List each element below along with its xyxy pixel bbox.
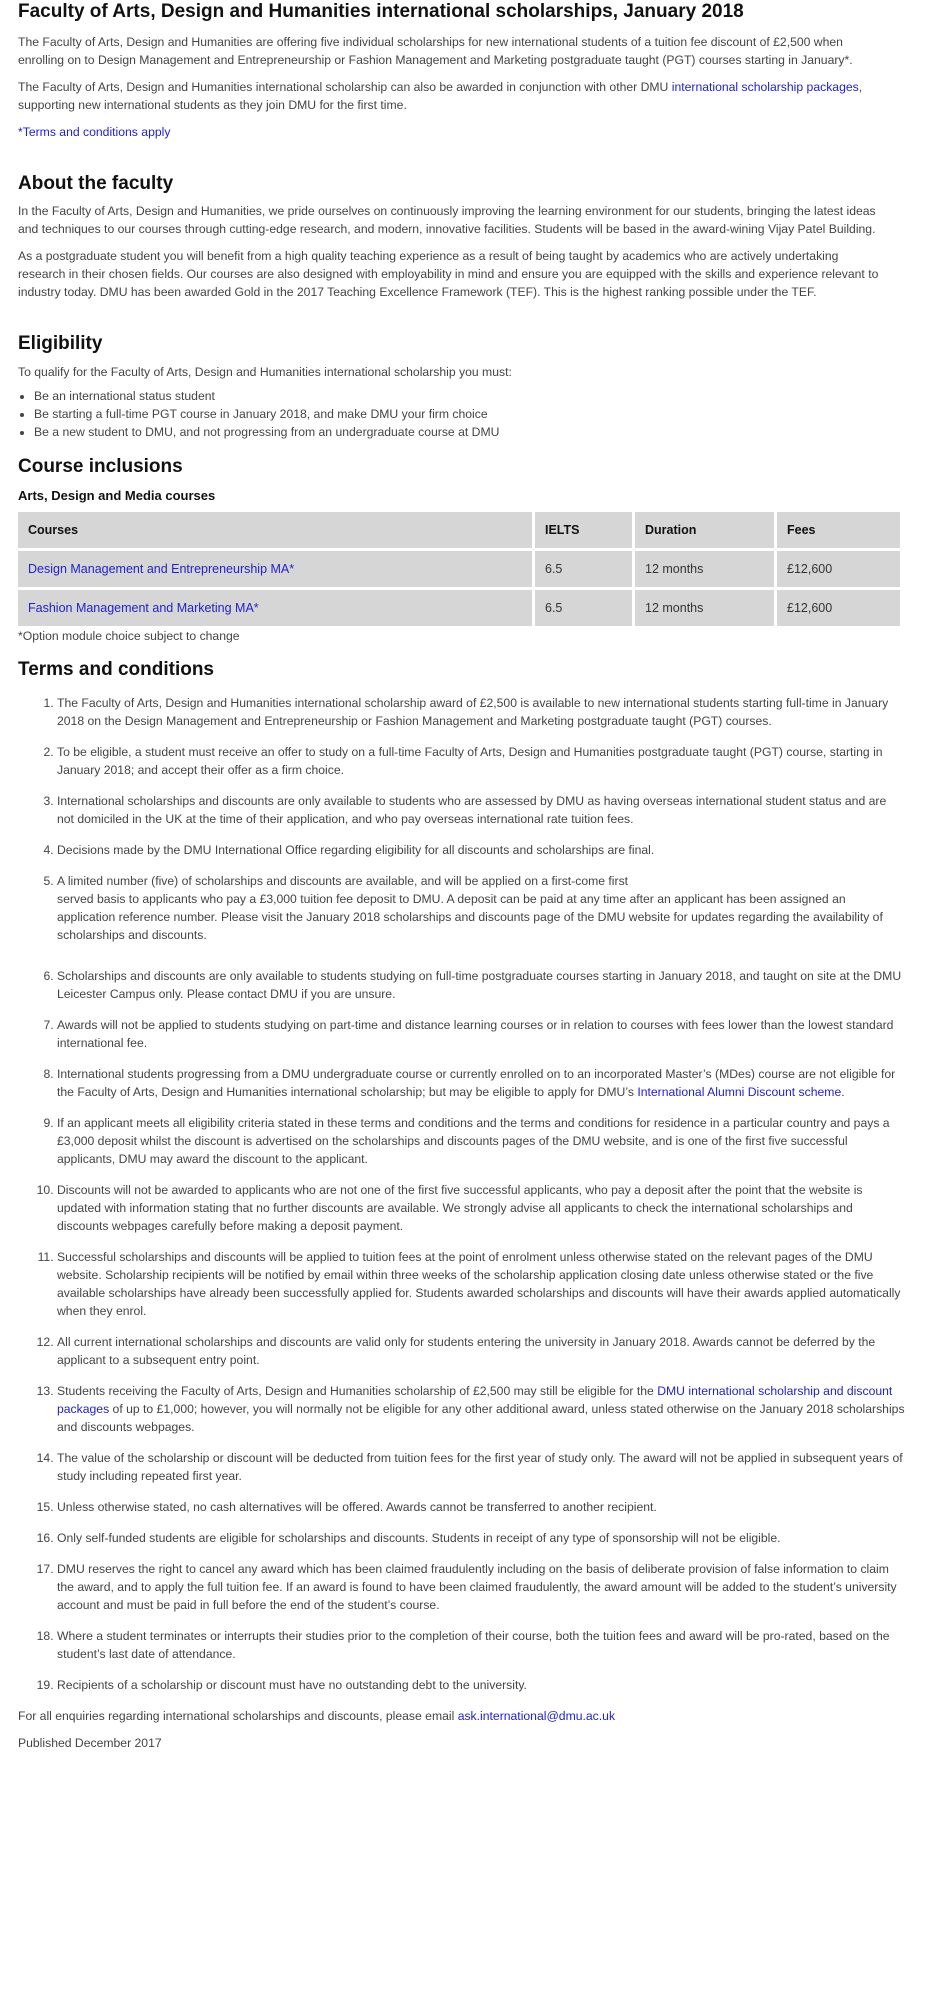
term-8-text: International students progressing from a DMU undergraduate course or currently enrolled on to an incorporated Master’s (MDes) course are not eligible for the Faculty of Arts, Design and Humanities international scholarship; but may be eligible to apply for DMU’s: [57, 1067, 896, 1099]
term-item: [57, 1065, 905, 1101]
course-link-fashion-management[interactable]: Fashion Management and Marketing MA*: [28, 601, 259, 615]
inclusions-section: [18, 455, 888, 645]
inclusions-subheading: Arts, Design and Media courses: [18, 488, 216, 503]
term-item: 1. The Faculty of Arts, Design and Humanities international scholarship award of £2,500 is available to new international students starting full-time in January 2018 on the Design Management and Entrepreneurship or Fashion Management and Marketing postgraduate taught (PGT) courses.: [57, 694, 905, 730]
about-section: [18, 172, 888, 301]
term-13-end: of up to £1,000; however, you will normally not be eligible for any other additional award, unless stated otherwise on the January 2018 scholarships and discounts webpages.: [57, 1402, 905, 1434]
eligibility-item: • Be a new student to DMU, and not progressing from an undergraduate course at DMU: [34, 423, 888, 441]
term-item: 7. Awards will not be applied to students studying on part-time and distance learning courses or in relation to courses with fees lower than the lowest standard international fee.: [57, 1016, 905, 1052]
terms-list: [18, 694, 905, 1694]
international-scholarship-packages-link[interactable]: international scholarship packages: [671, 80, 859, 94]
ielts-cell: 6.5: [535, 590, 632, 626]
term-item: 11. Successful scholarships and discounts will be applied to tuition fees at the point of enrolment unless otherwise stated on the relevant pages of the DMU website. Scholarship recipients will be notified by email within three weeks of the scholarship application closing date unless otherwise stated or the five available scholarships have already been successfully applied for. Students awarded scholarships and discounts will have their awards applied automatically when they enrol.: [57, 1248, 905, 1320]
published-date: Published December 2017: [18, 1736, 162, 1750]
ielts-cell: 6.5: [535, 551, 632, 587]
term-item: 9. If an applicant meets all eligibility criteria stated in these terms and conditions and the terms and conditions for residence in a particular country and pays a £3,000 deposit whilst the discount is advertised on the scholarships and discounts pages of the DMU website, and is one of the first five successful applicants, DMU may award the discount to the applicant.: [57, 1114, 905, 1168]
about-paragraph-1: In the Faculty of Arts, Design and Humanities, we pride ourselves on continuously improving the learning environment for our students, bringing the latest ideas and techniques to our courses through cutting-edge research, and modern, innovative facilities. Students will be based in the award-wining Vijay Patel Building.: [18, 204, 876, 236]
table-row: [18, 551, 900, 587]
email-link[interactable]: ask.international@dmu.ac.uk: [457, 1709, 616, 1723]
duration-cell: 12 months: [635, 551, 774, 587]
term-item: 12. All current international scholarships and discounts are valid only for students entering the university in January 2018. Awards cannot be deferred by the applicant to a subsequent entry point.: [57, 1333, 905, 1369]
term-item: [57, 1382, 905, 1436]
alumni-discount-scheme-link[interactable]: International Alumni Discount scheme: [637, 1085, 842, 1099]
course-link-design-management[interactable]: Design Management and Entrepreneurship MA*: [28, 562, 295, 576]
course-cell: [18, 590, 532, 626]
term-item: 4. Decisions made by the DMU International Office regarding eligibility for all discounts and scholarships are final.: [57, 841, 905, 859]
about-heading: About the faculty: [18, 173, 174, 194]
course-note: *Option module choice subject to change: [18, 629, 240, 643]
eligibility-heading: Eligibility: [18, 333, 103, 354]
term-item: 14. The value of the scholarship or discount will be deducted from tuition fees for the first year of study only. The award will not be applied in subsequent years of study including repeated first year.: [57, 1449, 905, 1485]
term-5-rest: served basis to applicants who pay a £3,000 tuition fee deposit to DMU. A deposit can be paid at any time after an applicant has been assigned an application reference number. Please visit the January 2018 scholarships and discounts page of the DMU website for updates regarding the availability of scholarships and discounts.: [57, 892, 883, 942]
column-header-ielts: IELTS: [535, 512, 632, 548]
eligibility-intro: To qualify for the Faculty of Arts, Design and Humanities international scholarship you must:: [18, 365, 512, 379]
eligibility-item: • Be starting a full-time PGT course in January 2018, and make DMU your firm choice: [34, 405, 888, 423]
intro-paragraph-2: [18, 78, 888, 114]
term-item: [57, 872, 905, 944]
terms-section: [18, 658, 905, 1694]
course-cell: [18, 551, 532, 587]
inclusions-heading: Course inclusions: [18, 456, 183, 477]
term-item: 10. Discounts will not be awarded to applicants who are not one of the first five successful applicants, who pay a deposit after the point that the website is updated with information stating that no further discounts are available. We strongly advise all applicants to check the international scholarships and discounts webpages carefully before making a deposit payment.: [57, 1181, 905, 1235]
column-header-fees: Fees: [777, 512, 900, 548]
footer-section: [18, 1707, 888, 1752]
column-header-duration: Duration: [635, 512, 774, 548]
enquiry-text-before: For all enquiries regarding international scholarships and discounts, please email: [18, 1709, 458, 1723]
dmu-international-packages-link[interactable]: DMU international scholarship and discount packages: [57, 1384, 893, 1416]
term-item: 15. Unless otherwise stated, no cash alternatives will be offered. Awards cannot be transferred to another recipient.: [57, 1498, 905, 1516]
term-item: 2. To be eligible, a student must receive an offer to study on a full-time Faculty of Arts, Design and Humanities postgraduate taught (PGT) course, starting in January 2018; and accept their offer as a firm choice.: [57, 743, 905, 779]
fees-cell: £12,600: [777, 590, 900, 626]
eligibility-item: • Be an international status student: [34, 387, 888, 405]
terms-conditions-link[interactable]: *Terms and conditions apply: [18, 125, 171, 139]
column-header-courses: Courses: [18, 512, 532, 548]
page-title: Faculty of Arts, Design and Humanities international scholarships, January 2018: [18, 1, 744, 22]
intro-paragraph-1: The Faculty of Arts, Design and Humanities are offering five individual scholarships for new international students of a tuition fee discount of £2,500 when enrolling on to Design Management and Entrepreneurship or Fashion Management and Marketing postgraduate taught (PGT) courses starting in January*.: [18, 35, 853, 67]
enquiry-text: [18, 1707, 888, 1725]
term-5-line-1: A limited number (five) of scholarships and discounts are available, and will be applied on a first-come first: [57, 874, 629, 888]
term-item: 16. Only self-funded students are eligible for scholarships and discounts. Students in receipt of any type of sponsorship will not be eligible.: [57, 1529, 905, 1547]
about-paragraph-2: As a postgraduate student you will benefit from a high quality teaching experience as a result of being taught by academics who are actively undertaking research in their chosen fields. Our courses are also designed with employability in mind and ensure you are equipped with the skills and experience relevant to industry today. DMU has been awarded Gold in the 2017 Teaching Excellence Framework (TEF). This is the highest ranking possible under the TEF.: [18, 249, 879, 299]
term-item: 6. Scholarships and discounts are only available to students studying on full-time postgraduate courses starting in January 2018, and taught on site at the DMU Leicester Campus only. Please contact DMU if you are unsure.: [57, 967, 905, 1003]
table-row: [18, 590, 900, 626]
courses-table: [15, 509, 903, 629]
intro-text-before: The Faculty of Arts, Design and Humanities international scholarship can also be awarded in conjunction with other DMU: [18, 80, 672, 94]
intro-section: [18, 33, 888, 141]
duration-cell: 12 months: [635, 590, 774, 626]
term-item: 3. International scholarships and discounts are only available to students who are assessed by DMU as having overseas international student status and are not domiciled in the UK at the time of their application, and who pay overseas international rate tuition fees.: [57, 792, 905, 828]
term-item: 19. Recipients of a scholarship or discount must have no outstanding debt to the university.: [57, 1676, 905, 1694]
terms-heading: Terms and conditions: [18, 659, 215, 680]
term-item: 18. Where a student terminates or interrupts their studies prior to the completion of their course, both the tuition fees and award will be pro-rated, based on the student’s last date of attendance.: [57, 1627, 905, 1663]
eligibility-section: [18, 332, 888, 441]
term-item: 17. DMU reserves the right to cancel any award which has been claimed fraudulently including on the basis of deliberate provision of false information to claim the award, and to apply the full tuition fee. If an award is found to have been claimed fraudulently, the award amount will be added to the student’s university account and must be paid in full before the end of the student’s course.: [57, 1560, 905, 1614]
table-header-row: [18, 512, 900, 548]
eligibility-list: [18, 387, 888, 441]
intro-text-after: , supporting new international students as they join DMU for the first time.: [18, 80, 863, 112]
term-8-end: .: [841, 1085, 845, 1099]
fees-cell: £12,600: [777, 551, 900, 587]
term-13-text: Students receiving the Faculty of Arts, Design and Humanities scholarship of £2,500 may still be eligible for the: [57, 1384, 658, 1398]
